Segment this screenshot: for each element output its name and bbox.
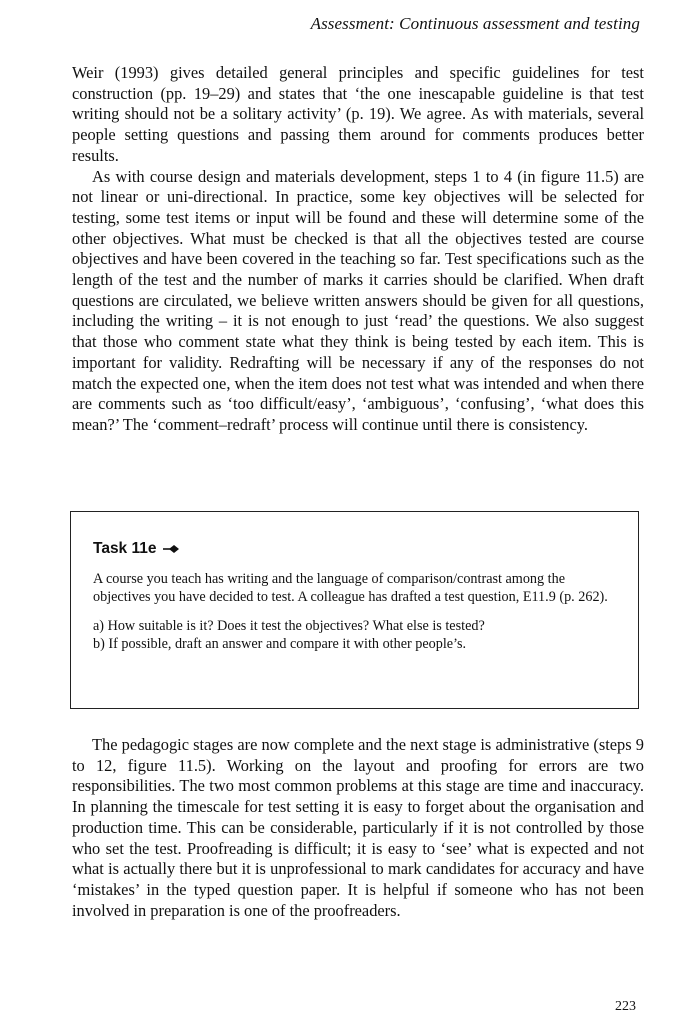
task-questions [93, 617, 614, 654]
page-number: 223 [615, 999, 636, 1014]
running-header: Assessment: Continuous assessment and testing [310, 14, 640, 33]
paragraph: The pedagogic stages are now complete and the next stage is administrative (steps 9 to 12, figure 11.5). Working on the layout and proofing for errors are two responsibilities. The two most common problems at this stage are time and inaccuracy. In planning the timescale for test setting it is easy to forget about the organisation and production time. This can be considerable, particularly if it is not controlled by those who set the test. Proofreading is difficult; it is easy to ‘see’ what is expected and not what is actually there but it is unprofessional to mark candidates for accuracy and have ‘mistakes’ in the typed question paper. It is helpful if someone who has not been involved in preparation is one of the proofreaders. [72, 735, 644, 920]
task-description: A course you teach has writing and the language of comparison/contrast among the objectives you have decided to test. A colleague has drafted a test question, E11.9 (p. 262). [93, 571, 608, 606]
paragraph: As with course design and materials development, steps 1 to 4 (in figure 11.5) are not linear or uni-directional. In practice, some key objectives will be selected for testing, some test items or input will be found and these will determine some of the other objectives. What must be checked is that all the objectives tested are course objectives and have been covered in the teaching so far. Test specifications such as the length of the test and the number of marks it carries should be clarified. When draft questions are circulated, we believe written answers should be given for all questions, including the writing – it is not enough to just ‘read’ the questions. We also suggest that those who comment state what they think is being tested by each item. This is important for validity. Redrafting will be necessary if any of the responses do not match the expected one, when the item does not test what was intended and when there are comments such as ‘too difficult/easy’, ‘ambiguous’, ‘confusing’, ‘what does this mean?’ The ‘comment–redraft’ process will continue until there is consistency. [72, 166, 644, 434]
task-question: a) How suitable is it? Does it test the objectives? What else is tested? [93, 617, 485, 634]
task-question: b) If possible, draft an answer and compare it with other people’s. [93, 636, 467, 653]
paragraph: Weir (1993) gives detailed general principles and specific guidelines for test construction (pp. 19–29) and states that ‘the one inescapable guideline is that test writing should not be a solitary activity’ (p. 19). We agree. As with materials, several people setting questions and passing them around for comments produces better results. [72, 63, 644, 165]
body-section-bottom [72, 735, 644, 921]
body-section-top [72, 63, 644, 436]
task-title: Task 11e [93, 540, 157, 557]
task-box [70, 511, 639, 709]
task-heading [93, 540, 614, 558]
arrow-diamond-icon [163, 544, 181, 554]
